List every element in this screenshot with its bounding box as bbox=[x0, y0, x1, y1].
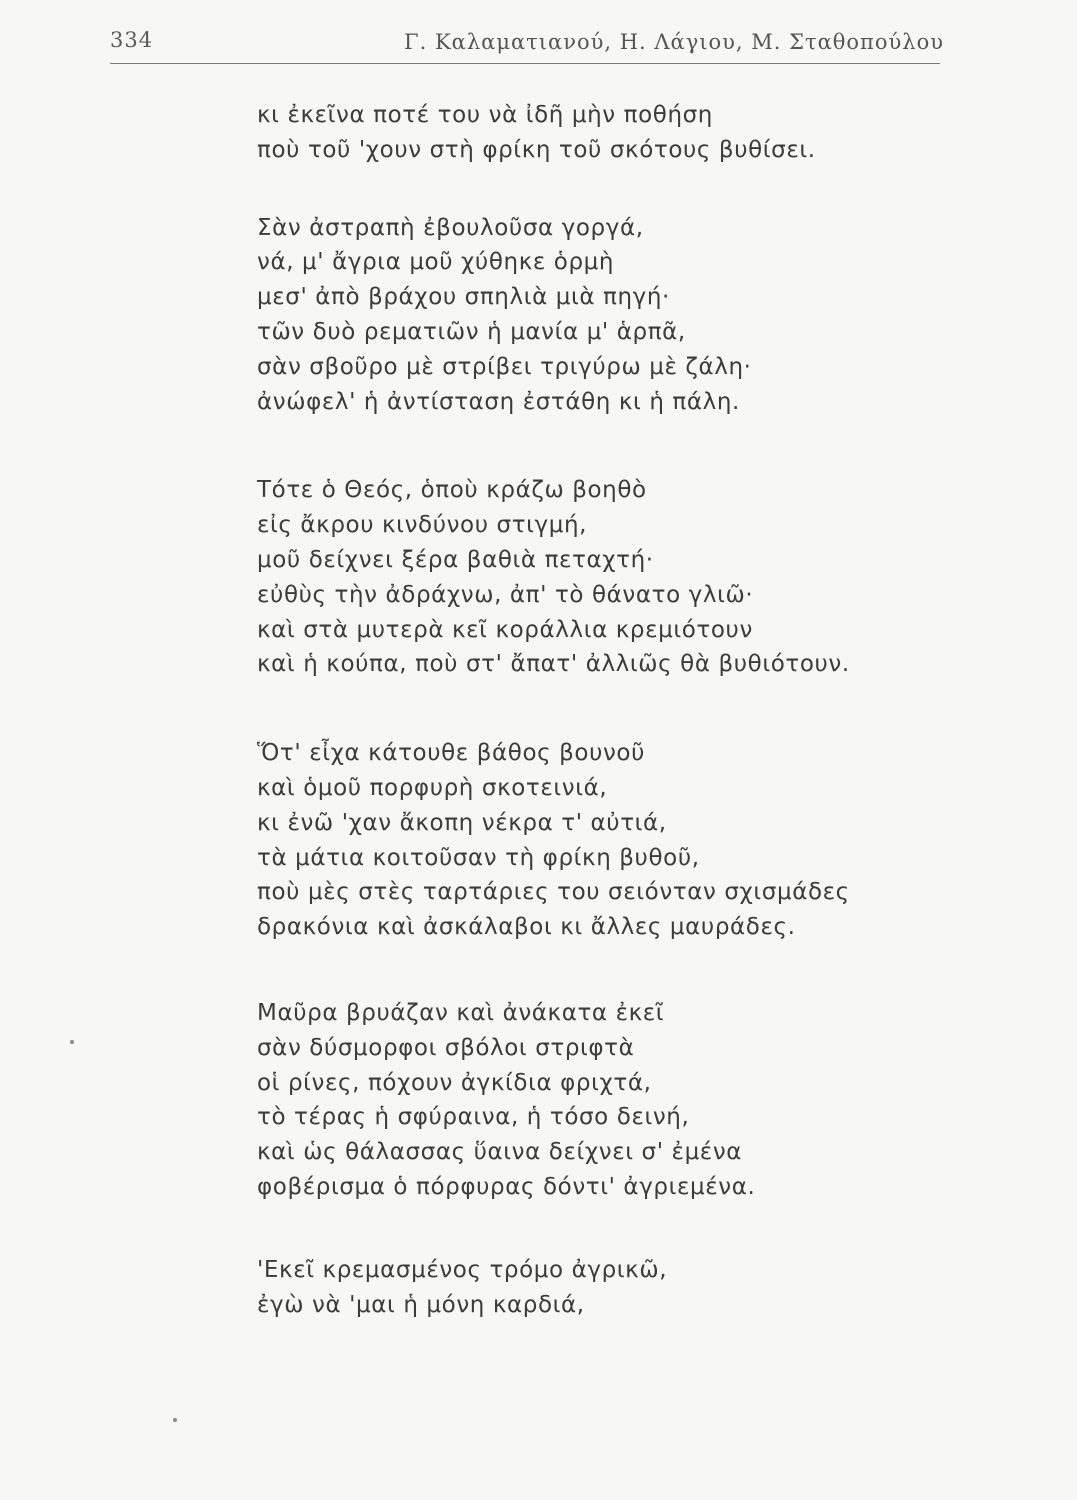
poem-line: Σὰν ἀστραπὴ ἐβουλοῦσα γοργά, bbox=[257, 214, 644, 241]
poem-line: ποὺ τοῦ 'χουν στὴ φρίκη τοῦ σκότους βυθίσει. bbox=[257, 136, 816, 163]
poem-line: οἱ ρίνες, πόχουν ἀγκίδια φριχτά, bbox=[257, 1069, 652, 1096]
poem-line: τὰ μάτια κοιτοῦσαν τὴ φρίκη βυθοῦ, bbox=[257, 844, 700, 871]
poem-line: 'Εκεῖ κρεμασμένος τρόμο ἀγρικῶ, bbox=[257, 1256, 668, 1283]
poem-line: δρακόνια καὶ ἀσκάλαβοι κι ἄλλες μαυράδες. bbox=[257, 914, 796, 941]
stanza bbox=[257, 1253, 937, 1323]
running-head: Γ. Καλαματιανού, Η. Λάγιου, Μ. Σταθοπούλου bbox=[404, 30, 944, 54]
poem-line: καὶ στὰ μυτερὰ κεῖ κοράλλια κρεμιότουν bbox=[257, 616, 753, 643]
paper-speck bbox=[173, 1418, 177, 1422]
poem-line: τῶν δυὸ ρεματιῶν ἡ μανία μ' ἁρπᾶ, bbox=[257, 318, 686, 345]
poem-line: εἰς ἄκρου κινδύνου στιγμή, bbox=[257, 512, 588, 539]
poem-line: Μαῦρα βρυάζαν καὶ ἀνάκατα ἐκεῖ bbox=[257, 999, 665, 1026]
poem-body bbox=[257, 98, 937, 1322]
stanza bbox=[257, 211, 937, 420]
poem-line: σὰν δύσμορφοι σβόλοι στριφτὰ bbox=[257, 1034, 635, 1061]
poem-line: κι ἐκεῖνα ποτέ του νὰ ἰδῆ μὴν ποθήση bbox=[257, 102, 713, 128]
poem-line: εὐθὺς τὴν ἀδράχνω, ἀπ' τὸ θάνατο γλιῶ· bbox=[257, 581, 754, 608]
poem-line: φοβέρισμα ὁ πόρφυρας δόντι' ἀγριεμένα. bbox=[257, 1173, 756, 1200]
page-header bbox=[110, 22, 944, 64]
header-rule bbox=[110, 63, 940, 64]
poem-line: ἐγὼ νὰ 'μαι ἡ μόνη καρδιά, bbox=[257, 1291, 585, 1318]
stanza bbox=[257, 736, 937, 945]
poem-line: καὶ ὁμοῦ πορφυρὴ σκοτεινιά, bbox=[257, 774, 608, 801]
page-number: 334 bbox=[110, 28, 154, 52]
poem-line: τὸ τέρας ἡ σφύραινα, ἡ τόσο δεινή, bbox=[257, 1104, 690, 1131]
poem-line: ἀνώφελ' ἡ ἀντίσταση ἐστάθη κι ἡ πάλη. bbox=[257, 388, 740, 415]
poem-line: κι ἐνῶ 'χαν ἄκοπη νέκρα τ' αὐτιά, bbox=[257, 809, 667, 836]
poem-line: νά, μ' ἄγρια μοῦ χύθηκε ὁρμὴ bbox=[257, 249, 615, 276]
stanza bbox=[257, 473, 937, 682]
paper-speck bbox=[70, 1040, 74, 1044]
poem-line: σὰν σβοῦρο μὲ στρίβει τριγύρω μὲ ζάλη· bbox=[257, 353, 752, 380]
poem-line: Τότε ὁ Θεός, ὁποὺ κράζω βοηθὸ bbox=[257, 477, 647, 504]
poem-line: καὶ ἡ κούπα, ποὺ στ' ἄπατ' ἀλλιῶς θὰ βυθιότουν. bbox=[257, 651, 850, 678]
poem-line: καὶ ὡς θάλασσας ὕαινα δείχνει σ' ἐμένα bbox=[257, 1139, 743, 1166]
poem-line: μεσ' ἀπὸ βράχου σπηλιὰ μιὰ πηγή· bbox=[257, 284, 670, 311]
poem-line: Ὅτ' εἶχα κάτουθε βάθος βουνοῦ bbox=[257, 740, 646, 767]
poem-line: ποὺ μὲς στὲς ταρτάριες του σειόνταν σχισμάδες bbox=[257, 879, 850, 906]
poem-line: μοῦ δείχνει ξέρα βαθιὰ πεταχτή· bbox=[257, 546, 654, 573]
stanza bbox=[257, 98, 937, 168]
stanza bbox=[257, 996, 937, 1205]
